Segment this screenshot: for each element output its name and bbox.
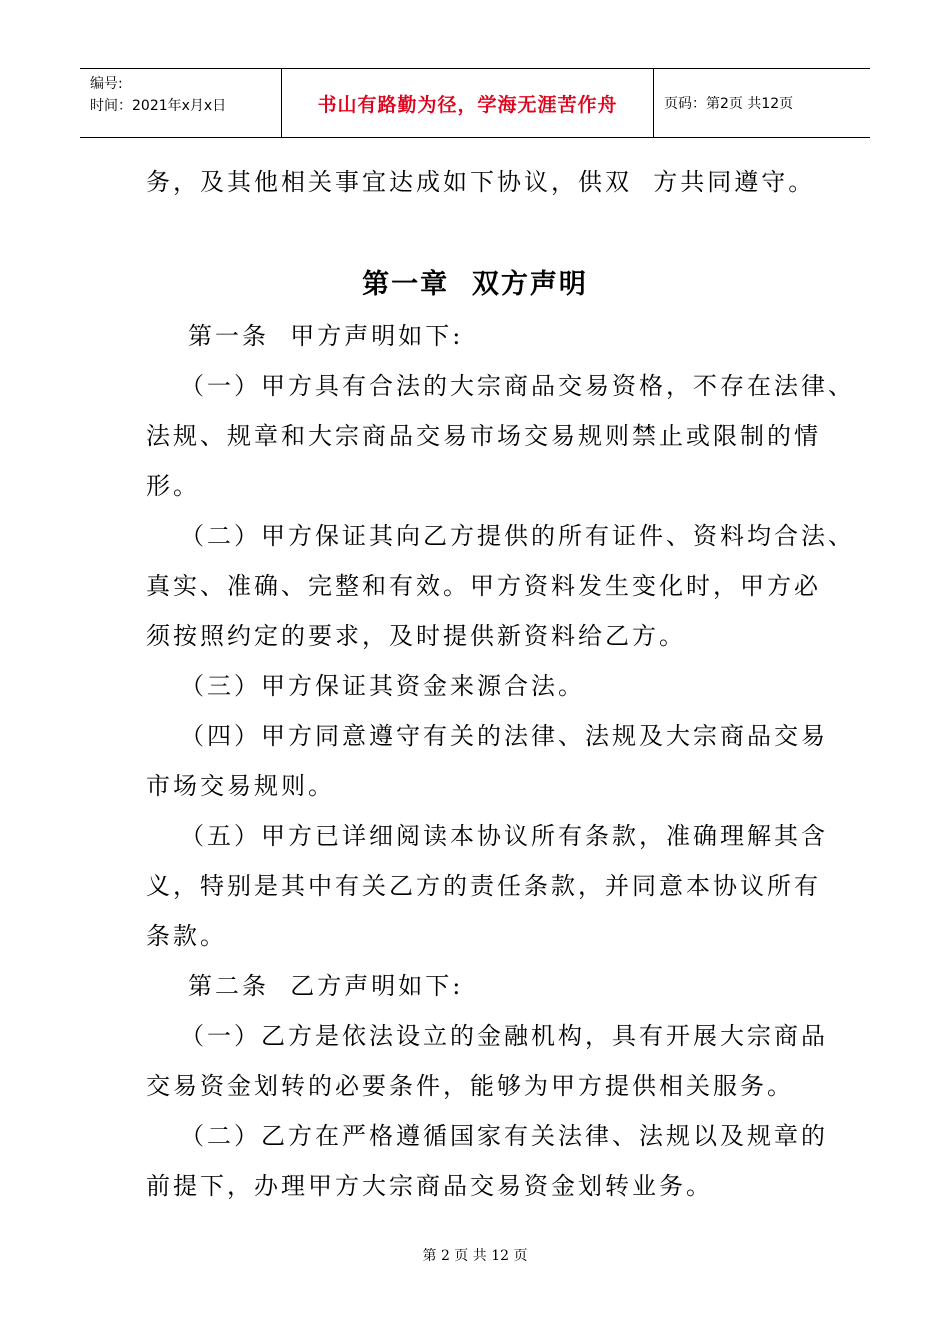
paragraph-line: （一）甲方具有合法的大宗商品交易资格，不存在法律、 bbox=[180, 372, 855, 400]
article-title: 第二条 乙方声明如下: bbox=[188, 972, 464, 1000]
paragraph-line: （一）乙方是依法设立的金融机构，具有开展大宗商品 bbox=[180, 1022, 828, 1050]
paragraph-line: 义，特别是其中有关乙方的责任条款，并同意本协议所有 bbox=[146, 872, 821, 900]
paragraph-line: 法规、规章和大宗商品交易市场交易规则禁止或限制的情 bbox=[146, 422, 821, 450]
header-motto: 书山有路勤为径，学海无涯苦作舟 bbox=[281, 69, 654, 137]
paragraph-line: 真实、准确、完整和有效。甲方资料发生变化时，甲方必 bbox=[146, 572, 821, 600]
paragraph-line: 交易资金划转的必要条件，能够为甲方提供相关服务。 bbox=[146, 1072, 794, 1100]
page-header bbox=[80, 68, 870, 138]
paragraph-line: 条款。 bbox=[146, 922, 227, 950]
paragraph-line: 前提下，办理甲方大宗商品交易资金划转业务。 bbox=[146, 1172, 713, 1200]
paragraph-line: 务，及其他相关事宜达成如下协议，供双 方共同遵守。 bbox=[146, 168, 816, 196]
page-footer: 第 2 页 共 12 页 bbox=[422, 1248, 528, 1264]
paragraph-line: （二）甲方保证其向乙方提供的所有证件、资料均合法、 bbox=[180, 522, 855, 550]
header-meta bbox=[80, 69, 281, 137]
document-number-label: 编号: bbox=[90, 76, 123, 92]
chapter-title: 第一章 双方声明 bbox=[362, 269, 588, 300]
header-page-info: 页码：第2页 共12页 bbox=[664, 96, 794, 112]
document-date-label: 时间：2021年x月x日 bbox=[90, 98, 227, 114]
paragraph-line: （三）甲方保证其资金来源合法。 bbox=[180, 672, 585, 700]
paragraph-line: 形。 bbox=[146, 472, 200, 500]
paragraph-line: （四）甲方同意遵守有关的法律、法规及大宗商品交易 bbox=[180, 722, 828, 750]
article-title: 第一条 甲方声明如下: bbox=[188, 322, 464, 350]
paragraph-line: （五）甲方已详细阅读本协议所有条款，准确理解其含 bbox=[180, 822, 828, 850]
paragraph-line: （二）乙方在严格遵循国家有关法律、法规以及规章的 bbox=[180, 1122, 828, 1150]
paragraph-line: 须按照约定的要求，及时提供新资料给乙方。 bbox=[146, 622, 686, 650]
paragraph-line: 市场交易规则。 bbox=[146, 772, 335, 800]
